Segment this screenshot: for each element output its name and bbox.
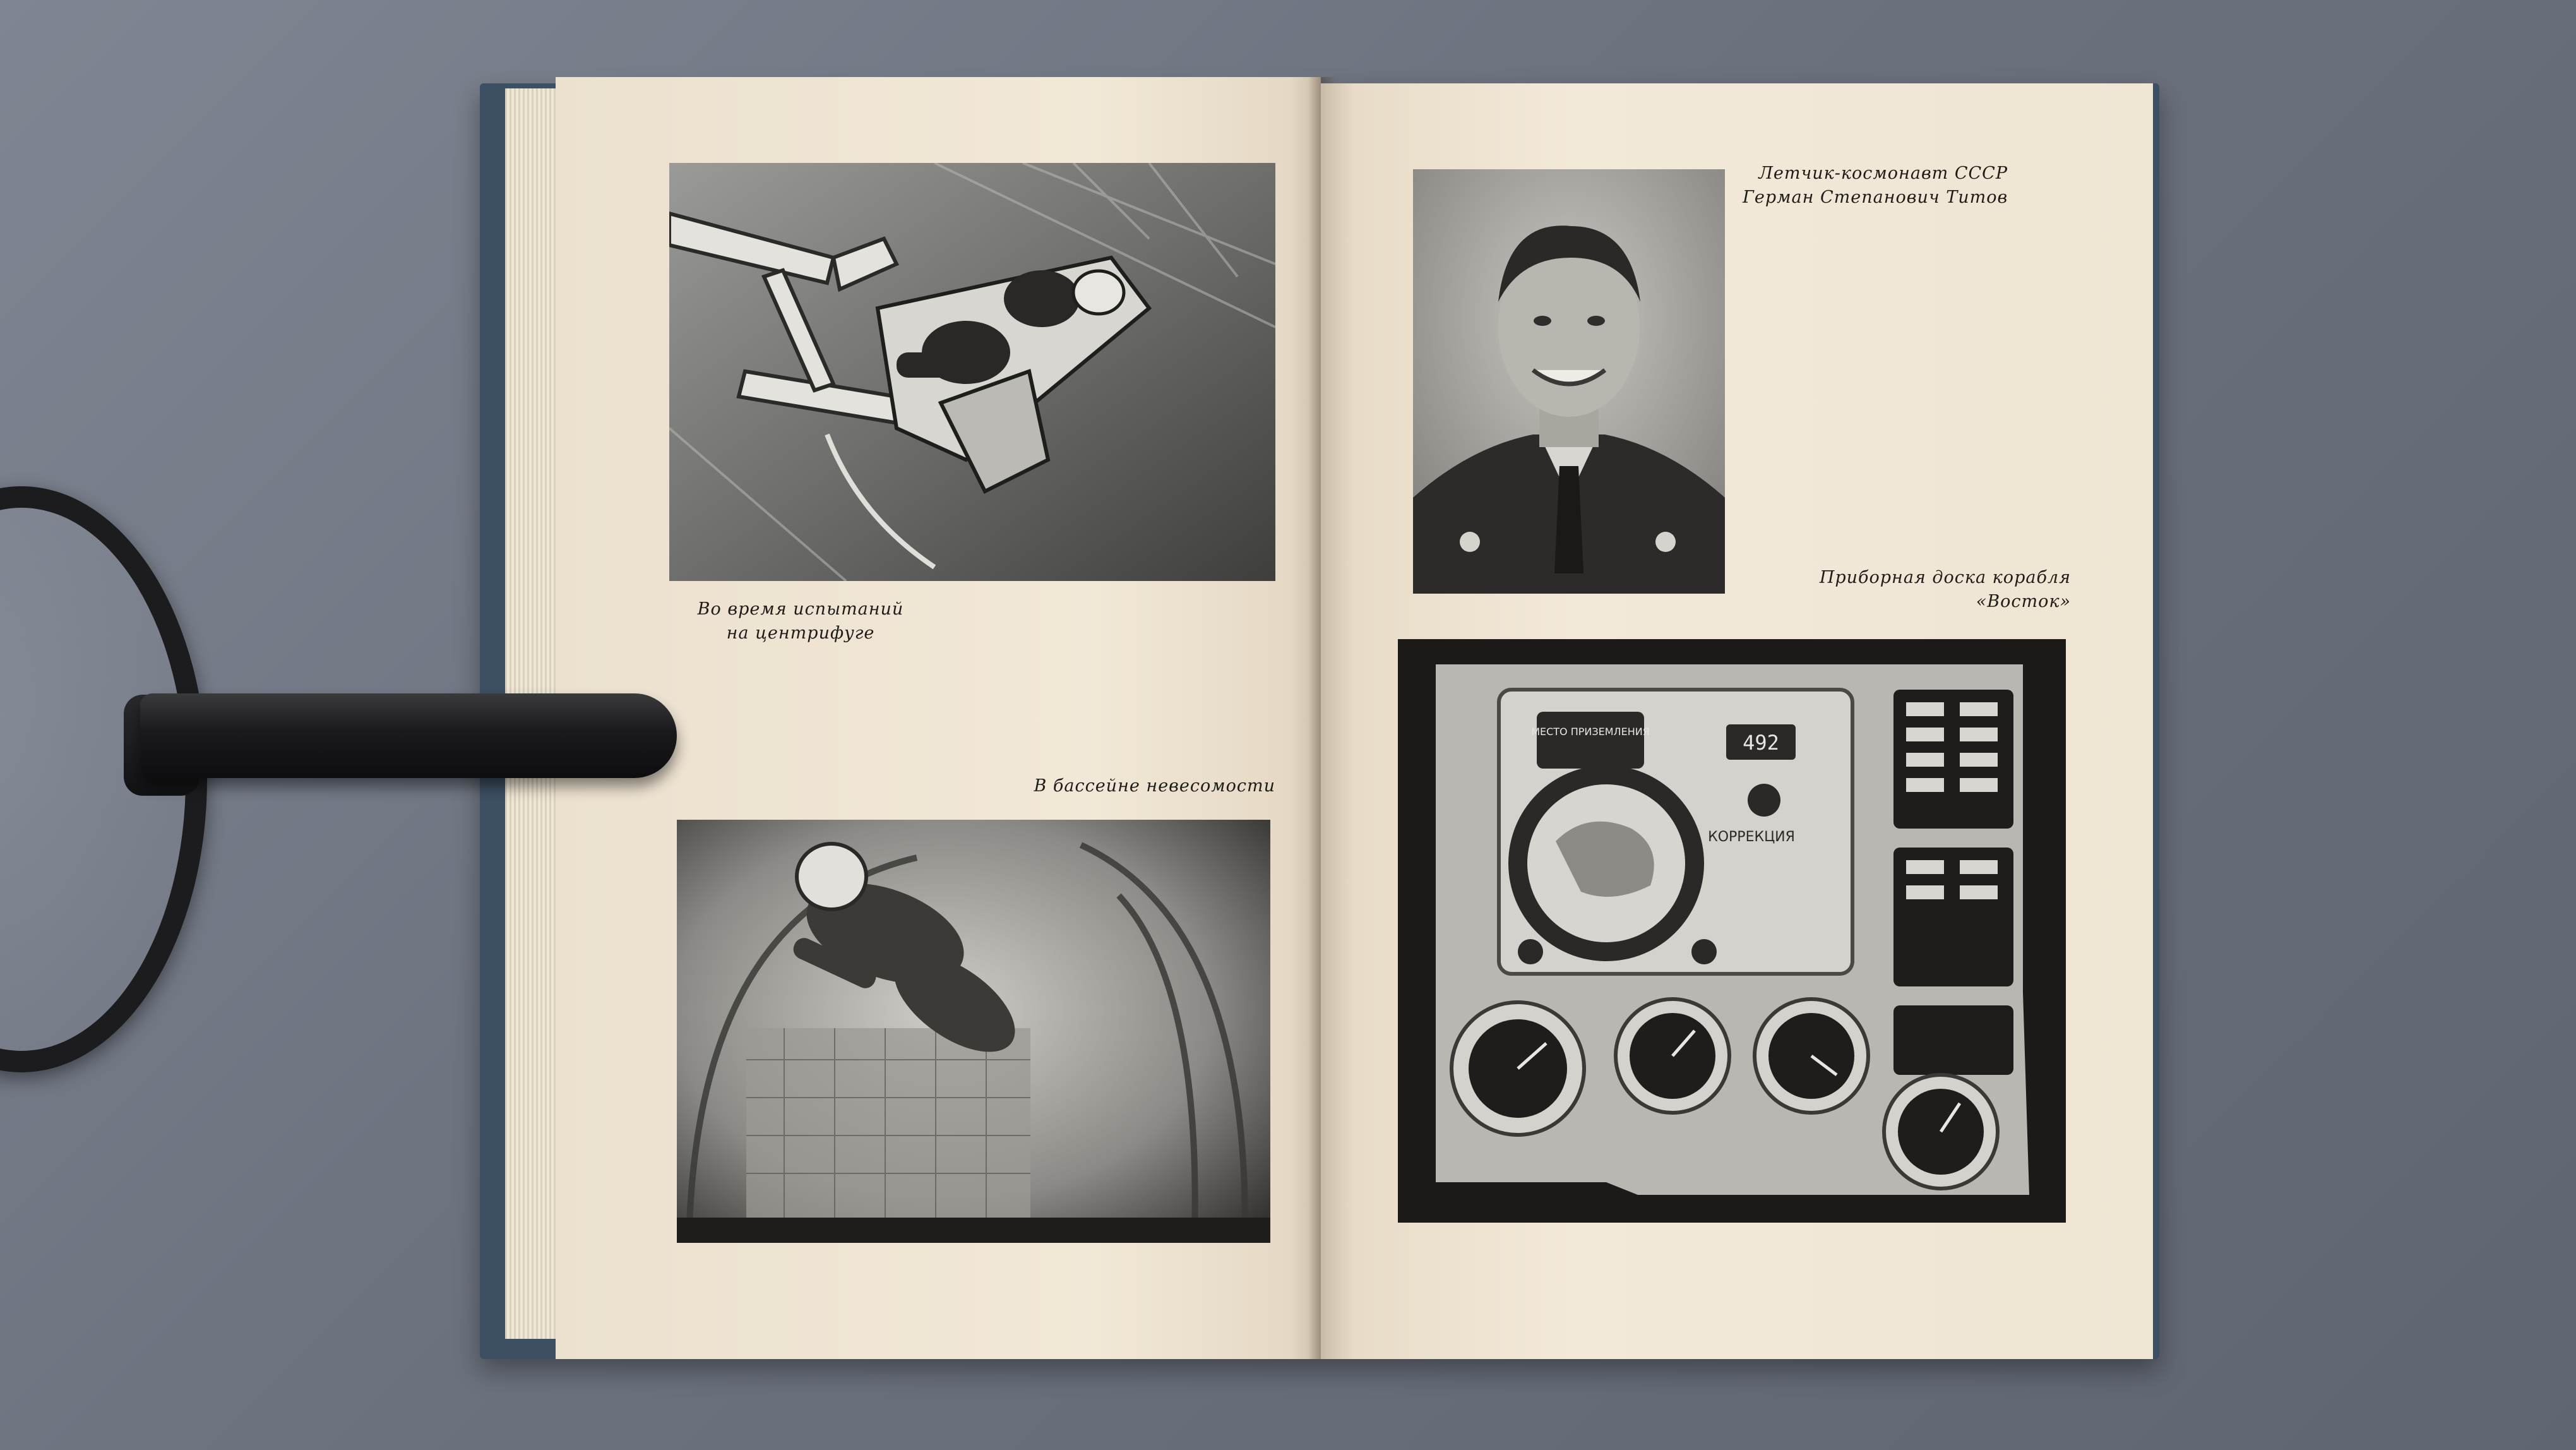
caption-pool: [985, 774, 1275, 798]
vostok-panel-photo: [1398, 639, 2066, 1223]
caption-portrait: [1743, 162, 2008, 210]
panel-correction-label: КОРРЕКЦИЯ: [1708, 829, 1795, 845]
caption-centrifuge: [674, 597, 927, 645]
caption-portrait-line-1: Летчик-космонавт СССР: [1758, 164, 2008, 183]
caption-panel: [1793, 566, 2071, 614]
panel-place-label: МЕСТО ПРИЗЕМЛЕНИЯ: [1531, 726, 1650, 738]
weightlessness-photo: [677, 820, 1270, 1243]
titov-portrait-photo: [1413, 169, 1725, 594]
magnifier-icon: [140, 693, 677, 778]
panel-counter: 492: [1743, 731, 1779, 755]
centrifuge-photo: [669, 163, 1275, 581]
caption-pool-line: В бассейне невесомости: [1034, 776, 1275, 796]
caption-panel-line-1: Приборная доска корабля: [1819, 568, 2071, 587]
caption-panel-line-2: «Восток»: [1976, 592, 2071, 611]
caption-centrifuge-line-1: Во время испытаний: [697, 599, 904, 619]
caption-centrifuge-line-2: на центрифуге: [726, 623, 875, 643]
caption-portrait-line-2: Герман Степанович Титов: [1743, 188, 2008, 207]
